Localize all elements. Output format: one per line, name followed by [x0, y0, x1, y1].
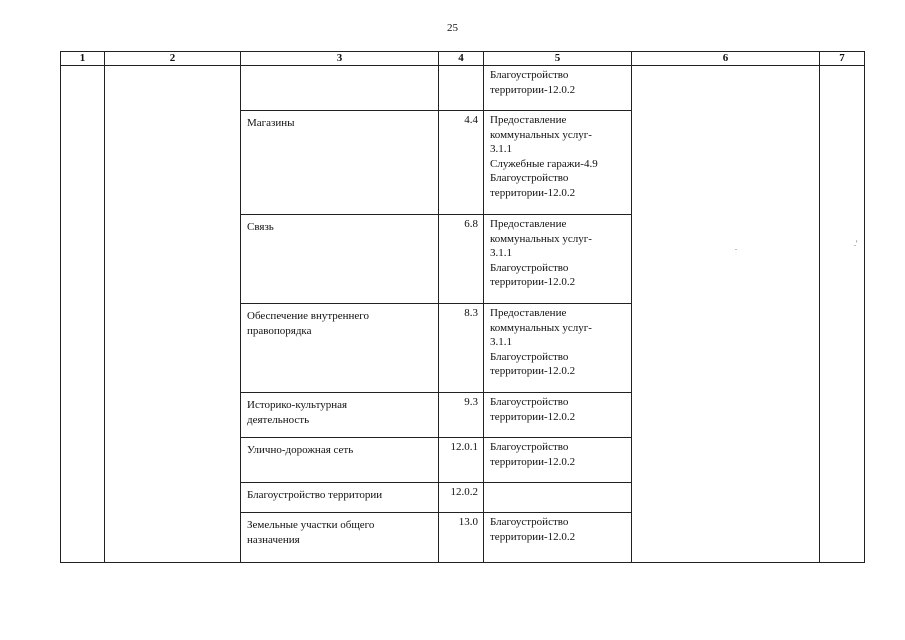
land-use-code-cell: 12.0.1: [439, 438, 484, 483]
auxiliary-use-line: Благоустройство: [490, 350, 569, 363]
header-row: [61, 52, 865, 66]
auxiliary-use-line: Благоустройство: [490, 516, 569, 528]
auxiliary-use-line: коммунальных услуг-: [490, 232, 592, 245]
col-header-2: 2: [105, 52, 241, 66]
land-use-code-cell: 4.4: [439, 111, 484, 215]
land-use-name-cell: [241, 513, 439, 563]
auxiliary-use-line: коммунальных услуг-: [490, 128, 592, 141]
col-header-3: 3: [241, 52, 439, 66]
land-use-name-line: Магазины: [247, 117, 295, 129]
land-use-name-cell: [241, 215, 439, 304]
land-use-name-cell: [241, 66, 439, 111]
col-header-1: 1: [61, 52, 105, 66]
page-number: 25: [447, 22, 458, 34]
auxiliary-use-line: территории-12.0.2: [490, 530, 576, 543]
land-use-table: [60, 51, 865, 563]
col-header-4: 4: [439, 52, 484, 66]
auxiliary-use-line: Предоставление: [490, 114, 567, 126]
land-use-name-line: Земельные участки общего: [247, 519, 375, 531]
land-use-code-cell: 8.3: [439, 304, 484, 393]
auxiliary-use-line: Благоустройство: [490, 261, 569, 274]
land-use-name-line: Историко-культурная: [247, 399, 348, 411]
table-row: [61, 66, 865, 111]
auxiliary-use-cell: [484, 483, 632, 513]
col2-cell: [105, 66, 241, 563]
col-header-5: 5: [484, 52, 632, 66]
col-header-6: 6: [632, 52, 820, 66]
col-header-7: 7: [820, 52, 865, 66]
stray-mark-col6: .: [735, 243, 737, 252]
auxiliary-use-line: Служебные гаражи-4.9: [490, 157, 598, 170]
auxiliary-use-line: 3.1.1: [490, 247, 512, 259]
auxiliary-use-line: Благоустройство: [490, 172, 569, 184]
land-use-name-line: деятельность: [247, 413, 310, 426]
auxiliary-use-line: Предоставление: [490, 218, 567, 230]
auxiliary-use-cell: [484, 215, 632, 304]
auxiliary-use-line: территории-12.0.2: [490, 186, 576, 199]
land-use-name-line: Связь: [247, 221, 274, 233]
land-use-name-line: назначения: [247, 533, 300, 546]
auxiliary-use-cell: [484, 304, 632, 393]
land-use-name-line: Благоустройство территории: [247, 489, 383, 501]
auxiliary-use-line: территории-12.0.2: [490, 276, 576, 288]
land-use-name-line: Обеспечение внутреннего: [247, 310, 370, 322]
auxiliary-use-cell: [484, 438, 632, 483]
land-use-name-line: Улично-дорожная сеть: [247, 444, 354, 456]
auxiliary-use-cell: [484, 393, 632, 438]
auxiliary-use-cell: [484, 66, 632, 111]
auxiliary-use-line: 3.1.1: [490, 143, 512, 155]
auxiliary-use-line: территории-12.0.2: [490, 410, 576, 423]
land-use-code-cell: 6.8: [439, 215, 484, 304]
auxiliary-use-line: территории-12.0.2: [490, 365, 576, 377]
land-use-code-cell: 12.0.2: [439, 483, 484, 513]
land-use-name-line: правопорядка: [247, 324, 312, 337]
land-use-code-cell: 13.0: [439, 513, 484, 563]
auxiliary-use-line: Благоустройство: [490, 441, 569, 453]
land-use-name-cell: [241, 393, 439, 438]
auxiliary-use-line: Предоставление: [490, 307, 567, 319]
land-use-name-cell: [241, 111, 439, 215]
land-use-name-cell: [241, 304, 439, 393]
auxiliary-use-cell: [484, 513, 632, 563]
land-use-name-cell: [241, 483, 439, 513]
auxiliary-use-cell: [484, 111, 632, 215]
land-use-code-cell: [439, 66, 484, 111]
auxiliary-use-line: территории-12.0.2: [490, 83, 576, 96]
col6-cell: [632, 66, 820, 563]
col1-cell: [61, 66, 105, 563]
auxiliary-use-line: 3.1.1: [490, 336, 512, 348]
auxiliary-use-line: Благоустройство: [490, 396, 569, 408]
land-use-name-cell: [241, 438, 439, 483]
col7-cell: [820, 66, 865, 563]
auxiliary-use-line: коммунальных услуг-: [490, 321, 592, 334]
land-use-code-cell: 9.3: [439, 393, 484, 438]
stray-mark-col7: .': [854, 239, 858, 248]
auxiliary-use-line: Благоустройство: [490, 69, 569, 81]
auxiliary-use-line: территории-12.0.2: [490, 455, 576, 468]
